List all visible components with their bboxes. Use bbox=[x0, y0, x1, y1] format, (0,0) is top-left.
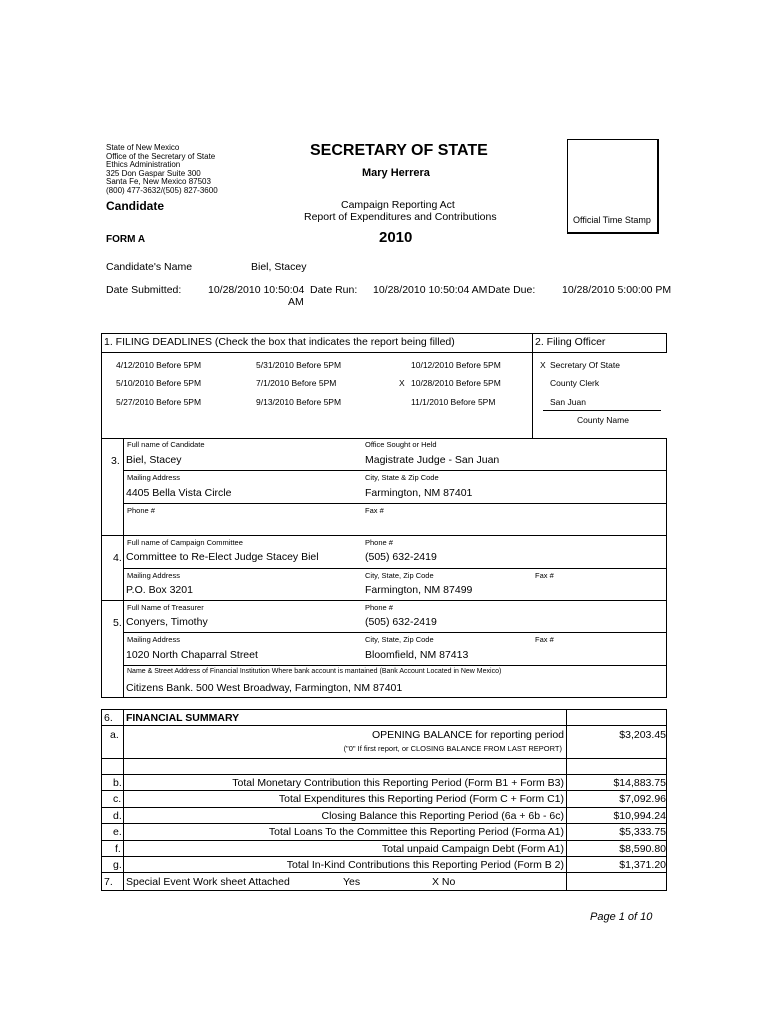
divider bbox=[101, 840, 667, 841]
field-label: Phone # bbox=[127, 506, 155, 515]
field-label: Mailing Address bbox=[127, 635, 180, 644]
divider bbox=[101, 807, 667, 808]
official-time-stamp-box bbox=[567, 139, 659, 234]
deadline-option[interactable]: 4/12/2010 Before 5PM bbox=[116, 360, 202, 370]
divider bbox=[123, 632, 667, 633]
filing-officer-option[interactable]: Secretary Of State bbox=[550, 360, 620, 370]
field-label: Full name of Campaign Committee bbox=[127, 538, 243, 547]
address-line: (800) 477-3632/(505) 827-3600 bbox=[106, 185, 218, 195]
field-label: City, State, Zip Code bbox=[365, 635, 434, 644]
form-label: FORM A bbox=[106, 234, 146, 245]
summary-letter: f. bbox=[115, 843, 121, 855]
summary-label: Closing Balance this Reporting Period (6a + 6b - 6c) bbox=[321, 810, 564, 822]
divider bbox=[101, 709, 102, 890]
deadline-option[interactable]: 10/12/2010 Before 5PM bbox=[411, 360, 501, 370]
divider bbox=[101, 758, 667, 759]
divider bbox=[101, 872, 667, 873]
divider bbox=[101, 774, 667, 775]
summary-letter: c. bbox=[113, 793, 122, 805]
candidate-label: Candidate bbox=[106, 199, 165, 213]
candidate-city: Farmington, NM 87401 bbox=[365, 487, 473, 499]
summary-letter: g. bbox=[113, 859, 122, 871]
divider bbox=[666, 333, 667, 352]
field-label: Fax # bbox=[535, 571, 554, 580]
summary-letter: a. bbox=[110, 729, 119, 741]
field-label: Full Name of Treasurer bbox=[127, 603, 204, 612]
address-line: State of New Mexico bbox=[106, 143, 180, 152]
section-number: 7. bbox=[104, 876, 113, 888]
divider bbox=[101, 333, 667, 334]
financial-summary-title: FINANCIAL SUMMARY bbox=[126, 712, 240, 724]
act-title: Campaign Reporting Act bbox=[341, 199, 455, 211]
summary-letter: b. bbox=[113, 777, 122, 789]
special-event-yes[interactable]: Yes bbox=[343, 876, 361, 888]
divider bbox=[532, 333, 533, 438]
candidate-name-value: Biel, Stacey bbox=[251, 261, 307, 273]
divider bbox=[101, 790, 667, 791]
summary-label: OPENING BALANCE for reporting period bbox=[372, 729, 564, 741]
summary-label: Total Monetary Contribution this Reporting Period (Form B1 + Form B3) bbox=[232, 777, 564, 789]
deadline-option[interactable]: 5/10/2010 Before 5PM bbox=[116, 378, 202, 388]
report-year: 2010 bbox=[379, 229, 413, 246]
field-label: Mailing Address bbox=[127, 571, 180, 580]
divider bbox=[666, 709, 667, 890]
address-line: Santa Fe, New Mexico 87503 bbox=[106, 177, 211, 186]
summary-label: Total In-Kind Contributions this Reporting Period (Form B 2) bbox=[286, 859, 564, 871]
summary-value: $5,333.75 bbox=[619, 826, 666, 838]
divider bbox=[101, 600, 667, 601]
summary-value: $3,203.45 bbox=[619, 729, 666, 741]
filing-officer-option[interactable]: County Clerk bbox=[550, 378, 600, 388]
date-run-value: 10/28/2010 10:50:04 AM bbox=[373, 284, 488, 296]
divider bbox=[101, 333, 102, 438]
deadline-option[interactable]: 5/31/2010 Before 5PM bbox=[256, 360, 342, 370]
deadline-option[interactable]: 9/13/2010 Before 5PM bbox=[256, 397, 342, 407]
address-line: Ethics Administration bbox=[106, 160, 181, 169]
field-label: Phone # bbox=[365, 603, 393, 612]
field-label: Fax # bbox=[535, 635, 554, 644]
divider bbox=[101, 535, 667, 536]
date-due-value: 10/28/2010 5:00:00 PM bbox=[562, 284, 672, 296]
candidate-name-label: Candidate's Name bbox=[106, 261, 193, 273]
divider bbox=[101, 709, 667, 710]
summary-value: $10,994.24 bbox=[613, 810, 666, 822]
divider bbox=[101, 438, 667, 439]
section-number: 3. bbox=[111, 455, 120, 467]
summary-note: ("0" If first report, or CLOSING BALANCE FROM LAST REPORT) bbox=[343, 744, 562, 753]
divider bbox=[101, 697, 667, 698]
report-title: Report of Expenditures and Contributions bbox=[304, 211, 497, 223]
filing-officer-checkmark: X bbox=[540, 360, 546, 370]
summary-value: $7,092.96 bbox=[619, 793, 666, 805]
summary-value: $14,883.75 bbox=[613, 777, 666, 789]
treasurer-phone: (505) 632-2419 bbox=[365, 616, 437, 628]
date-due-label: Date Due: bbox=[488, 284, 536, 296]
field-label: Phone # bbox=[365, 538, 393, 547]
summary-label: Total Expenditures this Reporting Period (Form C + Form C1) bbox=[278, 793, 564, 805]
filing-officer-header: 2. Filing Officer bbox=[535, 336, 606, 348]
section-number: 6. bbox=[104, 712, 113, 724]
committee-phone: (505) 632-2419 bbox=[365, 551, 437, 563]
divider bbox=[123, 568, 667, 569]
divider bbox=[123, 503, 667, 504]
section-number: 5. bbox=[113, 617, 122, 629]
bank-info: Citizens Bank. 500 West Broadway, Farmington, NM 87401 bbox=[126, 682, 403, 694]
summary-value: $1,371.20 bbox=[619, 859, 666, 871]
date-run-label: Date Run: bbox=[310, 284, 358, 296]
summary-value: $8,590.80 bbox=[619, 843, 666, 855]
deadline-checkmark: X bbox=[399, 378, 405, 388]
field-label: Office Sought or Held bbox=[365, 440, 437, 449]
county-name-label: County Name bbox=[577, 415, 629, 425]
county-underline bbox=[543, 410, 661, 411]
county-name-value: San Juan bbox=[550, 397, 586, 407]
office-sought: Magistrate Judge - San Juan bbox=[365, 454, 500, 466]
deadline-option[interactable]: 5/27/2010 Before 5PM bbox=[116, 397, 202, 407]
field-label: City, State, Zip Code bbox=[365, 571, 434, 580]
candidate-full-name: Biel, Stacey bbox=[126, 454, 182, 466]
date-submitted-cont: AM bbox=[288, 296, 304, 308]
summary-label: Total unpaid Campaign Debt (Form A1) bbox=[381, 843, 564, 855]
divider bbox=[101, 725, 667, 726]
treasurer-name: Conyers, Timothy bbox=[126, 616, 208, 628]
summary-letter: d. bbox=[113, 810, 122, 822]
divider bbox=[123, 709, 124, 890]
candidate-mailing-address: 4405 Bella Vista Circle bbox=[126, 487, 232, 499]
summary-letter: e. bbox=[113, 826, 122, 838]
filing-deadlines-header: 1. FILING DEADLINES (Check the box that indicates the report being filled) bbox=[104, 336, 455, 348]
date-submitted-label: Date Submitted: bbox=[106, 284, 182, 296]
divider bbox=[101, 352, 667, 353]
address-line: 325 Don Gaspar Suite 300 bbox=[106, 168, 201, 178]
divider bbox=[101, 856, 667, 857]
committee-mailing-address: P.O. Box 3201 bbox=[126, 584, 193, 596]
page-title: SECRETARY OF STATE bbox=[310, 142, 488, 159]
field-label: Name & Street Address of Financial Institution Where bank account is mantained (Bank Account Located in New Mexico) bbox=[127, 668, 502, 675]
divider bbox=[123, 665, 667, 666]
time-stamp-label: Official Time Stamp bbox=[573, 215, 651, 225]
deadline-option[interactable]: 11/1/2010 Before 5PM bbox=[411, 397, 496, 407]
special-event-no[interactable]: X No bbox=[432, 876, 456, 888]
official-name: Mary Herrera bbox=[362, 167, 430, 179]
field-label: City, State & Zip Code bbox=[365, 473, 439, 482]
committee-city: Farmington, NM 87499 bbox=[365, 584, 473, 596]
divider bbox=[123, 470, 667, 471]
summary-label: Total Loans To the Committee this Reporting Period (Forma A1) bbox=[268, 826, 564, 838]
divider bbox=[101, 823, 667, 824]
treasurer-mailing-address: 1020 North Chaparral Street bbox=[126, 649, 258, 661]
divider bbox=[101, 890, 667, 891]
divider bbox=[566, 709, 567, 890]
date-submitted-value: 10/28/2010 10:50:04 bbox=[208, 284, 305, 296]
treasurer-city: Bloomfield, NM 87413 bbox=[365, 649, 469, 661]
deadline-option[interactable]: 10/28/2010 Before 5PM bbox=[411, 378, 501, 388]
section-number: 4. bbox=[113, 552, 122, 564]
page-number: Page 1 of 10 bbox=[590, 911, 653, 923]
field-label: Fax # bbox=[365, 506, 384, 515]
field-label: Mailing Address bbox=[127, 473, 180, 482]
address-line: Office of the Secretary of State bbox=[106, 151, 216, 161]
divider bbox=[101, 438, 102, 697]
deadline-option[interactable]: 7/1/2010 Before 5PM bbox=[256, 378, 337, 388]
field-label: Full name of Candidate bbox=[127, 440, 205, 449]
special-event-label: Special Event Work sheet Attached bbox=[126, 876, 290, 888]
committee-name: Committee to Re-Elect Judge Stacey Biel bbox=[126, 551, 319, 563]
